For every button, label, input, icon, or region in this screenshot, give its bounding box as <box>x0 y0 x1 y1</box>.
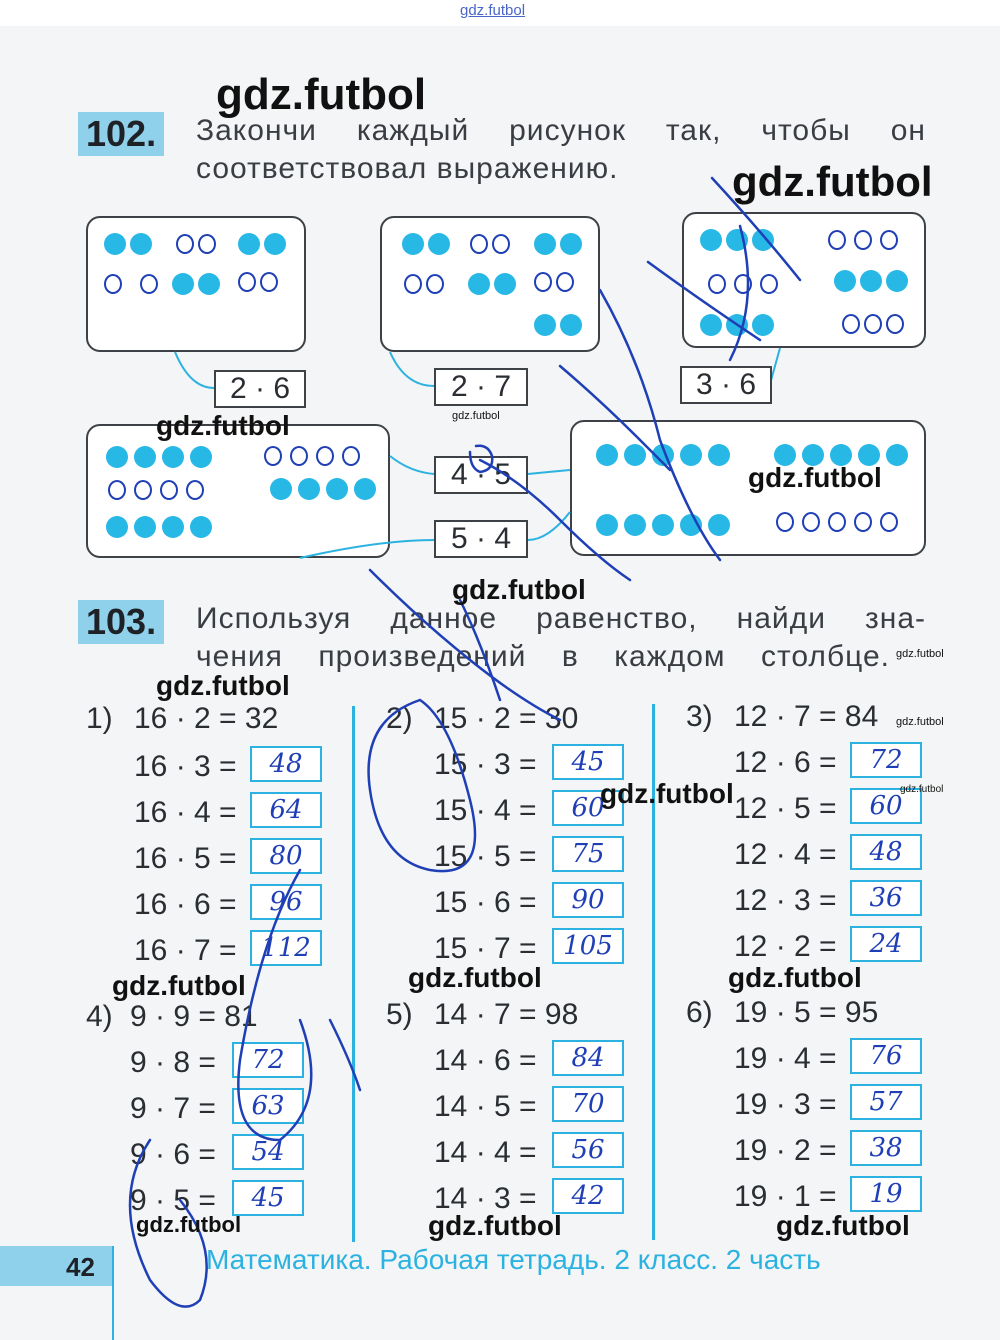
c1-r3-expr: 16 · 5 = <box>134 842 237 875</box>
c3-r2-expr: 12 · 5 = <box>734 792 837 825</box>
c2-r1-answer[interactable]: 45 <box>552 744 624 780</box>
c2-r2-expr: 15 · 4 = <box>434 794 537 827</box>
watermark: gdz.futbol <box>452 410 500 422</box>
watermark: gdz.futbol <box>452 574 586 605</box>
watermark: gdz.futbol <box>216 70 427 119</box>
watermark: gdz.futbol <box>896 648 944 660</box>
column-4-label: 4) <box>86 1000 113 1033</box>
c2-r1-expr: 15 · 3 = <box>434 748 537 781</box>
c1-r2-expr: 16 · 4 = <box>134 796 237 829</box>
c5-r1-answer[interactable]: 84 <box>552 1040 624 1076</box>
c1-r5-expr: 16 · 7 = <box>134 934 237 967</box>
expression-box-2: 2 · 7 <box>434 368 528 406</box>
watermark: gdz.futbol <box>428 1210 562 1241</box>
c3-r3-expr: 12 · 4 = <box>734 838 837 871</box>
c3-r1-expr: 12 · 6 = <box>734 746 837 779</box>
watermark: gdz.futbol <box>748 462 882 493</box>
c5-r1-expr: 14 · 6 = <box>434 1044 537 1077</box>
c1-r2-answer[interactable]: 64 <box>250 792 322 828</box>
column-1-label: 1) <box>86 702 113 735</box>
column-5-given: 14 · 7 = 98 <box>434 998 579 1031</box>
watermark: gdz.futbol <box>896 716 944 728</box>
c4-r1-expr: 9 · 8 = <box>130 1046 216 1079</box>
task-102-line2: соответствовал выражению. <box>196 152 619 185</box>
watermark: gdz.futbol <box>156 670 290 701</box>
task-102-line1: Закончи каждый рисунок так, чтобы он <box>196 114 926 147</box>
c5-r2-expr: 14 · 5 = <box>434 1090 537 1123</box>
watermark: gdz.futbol <box>136 1212 242 1237</box>
expression-box-5: 5 · 4 <box>434 520 528 558</box>
column-2-given: 15 · 2 = 30 <box>434 702 579 735</box>
watermark: gdz.futbol <box>112 970 246 1001</box>
c3-r1-answer[interactable]: 72 <box>850 742 922 778</box>
c6-r1-expr: 19 · 4 = <box>734 1042 837 1075</box>
column-2-label: 2) <box>386 702 413 735</box>
c1-r5-answer[interactable]: 112 <box>250 930 322 966</box>
column-3-label: 3) <box>686 700 713 733</box>
c6-r2-answer[interactable]: 57 <box>850 1084 922 1120</box>
c6-r4-answer[interactable]: 19 <box>850 1176 922 1212</box>
watermark: gdz.futbol <box>156 410 290 441</box>
c4-r2-answer[interactable]: 63 <box>232 1088 304 1124</box>
page-number: 42 <box>66 1252 95 1282</box>
c4-r1-answer[interactable]: 72 <box>232 1042 304 1078</box>
watermark: gdz.futbol <box>732 158 933 205</box>
c3-r5-expr: 12 · 2 = <box>734 930 837 963</box>
c1-r4-answer[interactable]: 96 <box>250 884 322 920</box>
column-6-label: 6) <box>686 996 713 1029</box>
watermark: gdz.futbol <box>600 778 734 809</box>
c6-r2-expr: 19 · 3 = <box>734 1088 837 1121</box>
c6-r1-answer[interactable]: 76 <box>850 1038 922 1074</box>
c5-r2-answer[interactable]: 70 <box>552 1086 624 1122</box>
c5-r4-answer[interactable]: 42 <box>552 1178 624 1214</box>
c1-r3-answer[interactable]: 80 <box>250 838 322 874</box>
c3-r5-answer[interactable]: 24 <box>850 926 922 962</box>
column-3-given: 12 · 7 = 84 <box>734 700 879 733</box>
c1-r4-expr: 16 · 6 = <box>134 888 237 921</box>
c2-r4-answer[interactable]: 90 <box>552 882 624 918</box>
task-103-line1: Используя данное равенство, найди зна- <box>196 602 926 635</box>
c5-r3-answer[interactable]: 56 <box>552 1132 624 1168</box>
column-5-label: 5) <box>386 998 413 1031</box>
book-title: Математика. Рабочая тетрадь. 2 класс. 2 часть <box>206 1244 821 1275</box>
c5-r4-expr: 14 · 3 = <box>434 1182 537 1215</box>
c3-r4-expr: 12 · 3 = <box>734 884 837 917</box>
c2-r3-answer[interactable]: 75 <box>552 836 624 872</box>
expression-box-1: 2 · 6 <box>214 370 306 408</box>
c3-r3-answer[interactable]: 48 <box>850 834 922 870</box>
watermark: gdz.futbol <box>776 1210 910 1241</box>
c2-r4-expr: 15 · 6 = <box>434 886 537 919</box>
c3-r4-answer[interactable]: 36 <box>850 880 922 916</box>
c4-r3-expr: 9 · 6 = <box>130 1138 216 1171</box>
expression-box-3: 3 · 6 <box>680 366 772 404</box>
c1-r1-expr: 16 · 3 = <box>134 750 237 783</box>
column-6-given: 19 · 5 = 95 <box>734 996 879 1029</box>
c4-r4-expr: 9 · 5 = <box>130 1184 216 1217</box>
watermark: gdz.futbol <box>408 962 542 993</box>
task-102-number: 102. <box>78 112 164 156</box>
c4-r2-expr: 9 · 7 = <box>130 1092 216 1125</box>
column-4-given: 9 · 9 = 81 <box>130 1000 258 1033</box>
watermark: gdz.futbol <box>900 784 944 795</box>
task-103-line2: чения произведений в каждом столбце. <box>196 640 890 673</box>
c6-r3-expr: 19 · 2 = <box>734 1134 837 1167</box>
c6-r3-answer[interactable]: 38 <box>850 1130 922 1166</box>
c4-r3-answer[interactable]: 54 <box>232 1134 304 1170</box>
c4-r4-answer[interactable]: 45 <box>232 1180 304 1216</box>
c2-r5-expr: 15 · 7 = <box>434 932 537 965</box>
watermark: gdz.futbol <box>728 962 862 993</box>
c6-r4-expr: 19 · 1 = <box>734 1180 837 1213</box>
c3-r2-answer[interactable]: 60 <box>850 788 922 824</box>
c5-r3-expr: 14 · 4 = <box>434 1136 537 1169</box>
c1-r1-answer[interactable]: 48 <box>250 746 322 782</box>
top-link[interactable]: gdz.futbol <box>460 2 526 19</box>
column-1-given: 16 · 2 = 32 <box>134 702 279 735</box>
c2-r2-answer[interactable]: 60 <box>552 790 624 826</box>
expression-box-4: 4 · 5 <box>434 456 528 494</box>
c2-r3-expr: 15 · 5 = <box>434 840 537 873</box>
task-103-number: 103. <box>78 600 164 644</box>
c2-r5-answer[interactable]: 105 <box>552 928 624 964</box>
